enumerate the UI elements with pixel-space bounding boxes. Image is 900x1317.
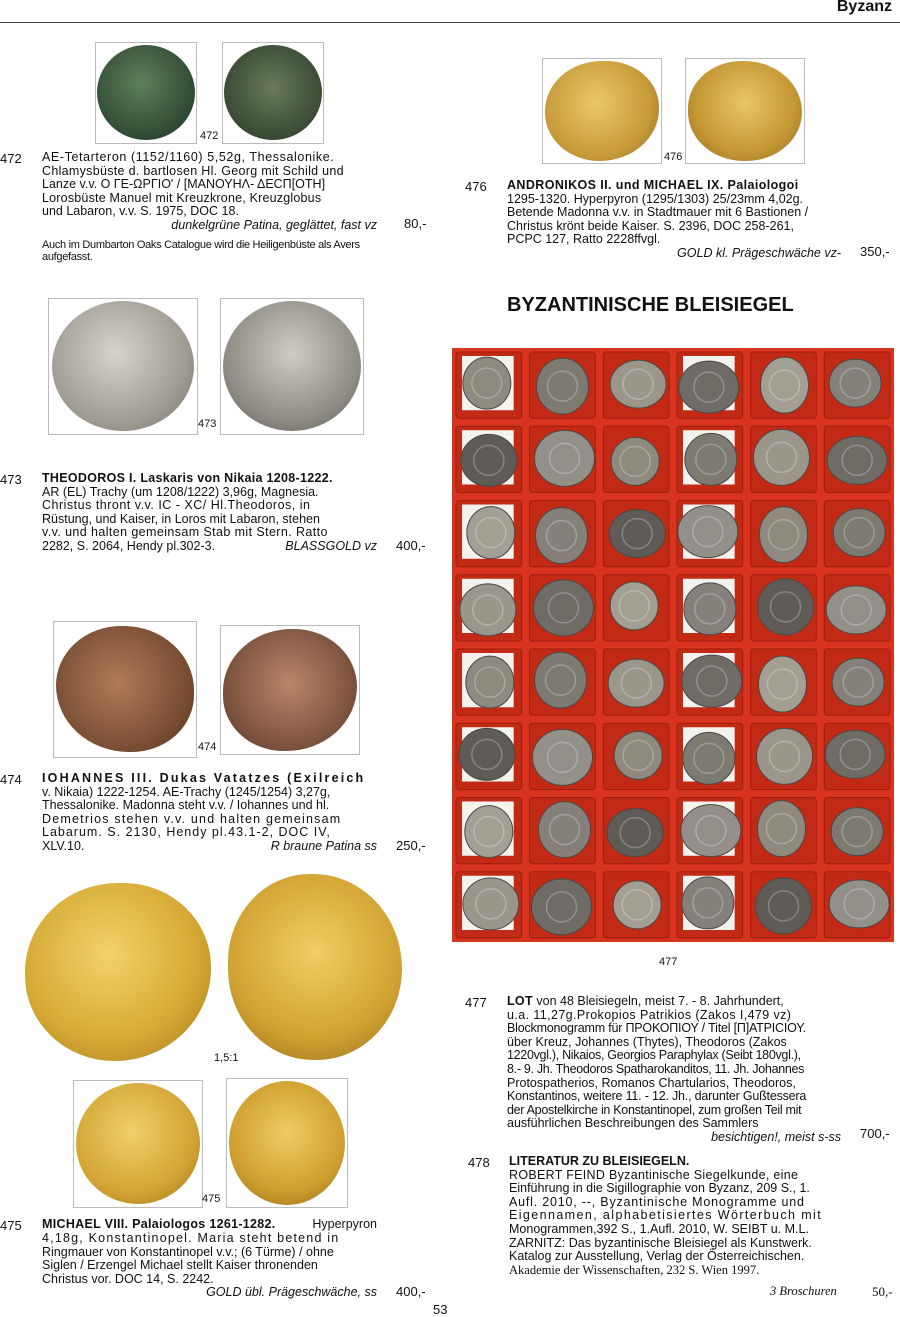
- lead-seal: [607, 809, 663, 857]
- lead-seal: [461, 434, 517, 486]
- lot-477-line: ausführlichen Beschreibungen des Sammlers: [507, 1116, 759, 1131]
- lot-478-line: Katalog zur Ausstellung, Verlag der Österreichischen.: [509, 1249, 805, 1264]
- lot-478-line: Eigennamen, alphabetisiertes Wörterbuch mit: [509, 1208, 823, 1223]
- lead-seal: [681, 805, 741, 857]
- lot-478-line: Monogrammen,392 S., 1.Aufl. 2010, W. SEIBT u. M.L.: [509, 1221, 809, 1236]
- lead-seal: [754, 429, 810, 485]
- lot-475-line: 4,18g, Konstantinopel. Maria steht betend in: [42, 1231, 340, 1245]
- coin-472-obverse-frame: [95, 42, 197, 144]
- lead-seal: [756, 878, 812, 934]
- lot-478-line: ROBERT FEIND Byzantinische Siegelkunde, eine: [509, 1167, 799, 1182]
- lot-478-line: ZARNITZ: Das byzantinische Bleisiegel als Kunstwerk.: [509, 1235, 812, 1250]
- lot-478-price: 50,-: [872, 1284, 893, 1299]
- lot-473-line: v.v. und halten gemeinsam Stab mit Stern. Ratto: [42, 525, 328, 540]
- lot-477-title: LOT: [507, 994, 533, 1008]
- coin-475-large-obverse: [25, 883, 211, 1061]
- lead-seal: [833, 509, 885, 557]
- lead-seal: [684, 583, 736, 635]
- lot-478-title: LITERATUR ZU BLEISIEGELN.: [509, 1154, 690, 1168]
- lot-474-number: 474: [0, 772, 22, 787]
- lead-seal: [533, 729, 593, 785]
- coin-476-obverse: [545, 61, 659, 161]
- section-title: BYZANTINISCHE BLEISIEGEL: [507, 294, 794, 316]
- lot-478-condition: 3 Broschuren: [770, 1284, 837, 1298]
- lead-seal: [831, 808, 883, 856]
- lot-474-title: IOHANNES III. Dukas Vatatzes (Exilreich: [42, 771, 366, 785]
- lead-seal: [536, 508, 588, 564]
- lead-seal: [534, 580, 594, 636]
- lot-473-line: AR (EL) Trachy (um 1208/1222) 3,96g, Magnesia.: [42, 484, 319, 499]
- lead-seal: [465, 806, 513, 858]
- lot-476-condition: GOLD kl. Prägeschwäche vz-: [677, 245, 841, 260]
- lot-473-line: 2282, S. 2064, Hendy pl.302-3.: [42, 538, 216, 553]
- lot-477-line: 8.- 9. Jh. Theodoros Spatharokanditos, 11. Jh. Johannes: [507, 1061, 805, 1076]
- lot-474-price: 250,-: [396, 838, 426, 853]
- lot-473-line: Christus thront v.v. IC - XC/ Hl.Theodoros, in: [42, 498, 311, 513]
- page-number: 53: [433, 1302, 448, 1317]
- lot-473-condition: BLASSGOLD vz: [285, 538, 377, 553]
- lot-472-caption: 472: [200, 130, 219, 142]
- lot-476-description: [507, 179, 841, 261]
- coin-472-reverse: [224, 45, 322, 140]
- lot-475-title: MICHAEL VIII. Palaiologos 1261-1282.: [42, 1217, 276, 1231]
- lot-476-line: Betende Madonna v.v. in Stadtmauer mit 6 Bastionen /: [507, 205, 809, 220]
- lot-477-line: Protospatherios, Romanos Chartularios, Theodoros,: [507, 1075, 796, 1090]
- coin-473-reverse: [223, 301, 361, 431]
- lead-seal: [611, 437, 659, 485]
- lead-seal: [832, 658, 884, 706]
- coin-474-obverse: [56, 626, 194, 752]
- lot-477-description: [507, 995, 841, 1145]
- lot-474-line: XLV.10.: [42, 838, 85, 853]
- coin-475-small-reverse: [229, 1081, 345, 1205]
- lot-477-price: 700,-: [860, 1126, 890, 1141]
- lead-seal: [463, 357, 511, 409]
- coin-476-reverse-frame: [685, 58, 805, 164]
- lot-473-number: 473: [0, 472, 22, 487]
- lead-seal: [613, 881, 661, 929]
- lot-475-description: [42, 1218, 377, 1300]
- coin-474-reverse: [223, 629, 357, 751]
- lot-478-line: Akademie der Wissenschaften, 232 S. Wien 1997.: [509, 1262, 760, 1277]
- lot-475-line: Ringmauer von Konstantinopel v.v.; (6 Türme) / ohne: [42, 1244, 334, 1259]
- lead-seal: [467, 507, 515, 559]
- lead-seal: [460, 584, 516, 636]
- lot-472-number: 472: [0, 151, 22, 166]
- lot-478-number: 478: [468, 1155, 490, 1170]
- lot-477-line: u.a. 11,27g.Prokopios Patrikios (Zakos I,479 vz): [507, 1007, 792, 1022]
- header-rule: [0, 22, 900, 23]
- lead-seal: [683, 732, 735, 784]
- lead-seal: [682, 877, 734, 929]
- lot-476-line: PCPC 127, Ratto 2228ffvgl.: [507, 232, 661, 247]
- lead-seal: [463, 878, 519, 930]
- lot-477-line: der Apostelkirche in Konstantinopel, zum großen Teil mit: [507, 1102, 802, 1117]
- lot-472-description: [42, 151, 377, 233]
- coin-472-reverse-frame: [222, 42, 324, 144]
- lot-472-note: Auch im Dumbarton Oaks Catalogue wird die Heiligenbüste als Avers aufgefasst.: [42, 239, 360, 263]
- lead-seal: [829, 880, 889, 928]
- lot-472-price: 80,-: [404, 216, 427, 231]
- lead-seal: [678, 506, 738, 558]
- coin-475-small-obverse: [76, 1083, 200, 1204]
- lot-474-caption: 474: [198, 741, 217, 753]
- lead-seal: [610, 360, 666, 408]
- lot-477-title-tail: von 48 Bleisiegeln, meist 7. - 8. Jahrhundert,: [536, 994, 784, 1008]
- lead-seal: [761, 357, 809, 413]
- coin-475-small-obverse-frame: [73, 1080, 203, 1208]
- coin-475-large-reverse-frame: [224, 872, 404, 1064]
- coin-476-obverse-frame: [542, 58, 662, 164]
- lot-472-line: AE-Tetarteron (1152/1160) 5,52g, Thessalonike.: [42, 150, 335, 164]
- lot-476-price: 350,-: [860, 244, 890, 259]
- coin-474-reverse-frame: [220, 625, 360, 755]
- lot-474-line: Demetrios stehen v.v. und halten gemeinsam: [42, 811, 342, 826]
- lot-475-line: Christus vor. DOC 14, S. 2242.: [42, 1271, 214, 1286]
- lot-473-caption: 473: [198, 418, 217, 430]
- lead-seal: [614, 731, 662, 779]
- lead-seal: [608, 659, 664, 707]
- lot-472-condition: dunkelgrüne Patina, geglättet, fast vz: [171, 217, 377, 232]
- lot-474-condition: R braune Patina ss: [270, 838, 377, 853]
- lead-seal: [535, 652, 587, 708]
- lot-475-caption: 475: [202, 1193, 221, 1205]
- lead-seal: [539, 802, 591, 858]
- seal-grid: [452, 348, 894, 942]
- lot-476-title: ANDRONIKOS II. und MICHAEL IX. Palaiologoi: [507, 178, 799, 192]
- lead-seal: [532, 879, 592, 935]
- lot-473-line: Rüstung, und Kaiser, in Loros mit Labaron, stehen: [42, 511, 320, 526]
- lot-475-title-tail: Hyperpyron: [312, 1217, 377, 1231]
- lead-seal: [609, 510, 665, 558]
- lot-473-price: 400,-: [396, 538, 426, 553]
- coin-475-small-reverse-frame: [226, 1078, 348, 1208]
- lead-seal: [757, 728, 813, 784]
- section-header: Byzanz: [836, 0, 892, 15]
- lead-seal: [682, 655, 742, 707]
- lot-474-line: Thessalonike. Madonna steht v.v. / Iohannes und hl.: [42, 798, 330, 813]
- lot-475-price: 400,-: [396, 1284, 426, 1299]
- lot-476-line: 1295-1320. Hyperpyron (1295/1303) 25/23mm 4,02g.: [507, 191, 804, 206]
- coin-473-obverse-frame: [48, 298, 198, 435]
- lot-474-line: v. Nikaia) 1222-1254. AE-Trachy (1245/1254) 3,27g,: [42, 784, 331, 799]
- lot-478-line: Einführung in die Sigillographie von Byzanz, 209 S., 1.: [509, 1181, 810, 1196]
- coin-474-obverse-frame: [53, 621, 197, 758]
- lead-seal: [459, 728, 515, 780]
- lead-seal: [829, 359, 881, 407]
- lead-seal: [535, 430, 595, 486]
- lot-472-line: Chlamysbüste d. bartlosen Hl. Georg mit Schild und: [42, 163, 344, 178]
- lot-476-number: 476: [465, 179, 487, 194]
- lead-seal: [825, 730, 885, 778]
- lot-477-caption: 477: [659, 956, 678, 968]
- coin-475-large-obverse-frame: [22, 877, 212, 1067]
- lead-seal: [758, 579, 814, 635]
- lot-477-line: 1220vgl.), Nikaios, Georgios Paraphylax (Seibt 180vgl.),: [507, 1048, 801, 1063]
- lead-seal: [759, 656, 807, 712]
- lot-473-description: [42, 472, 377, 554]
- lead-seal: [827, 436, 887, 484]
- lead-seal: [826, 586, 886, 634]
- lead-seal-tray: [452, 348, 894, 942]
- lot-477-line: Konstantinos, weitere 11. - 12. Jh., darunter Gußtessera: [507, 1089, 807, 1104]
- lot-477-condition: besichtigen!, meist s-ss: [711, 1129, 841, 1144]
- lot-474-line: Labarum. S. 2130, Hendy pl.43.1-2, DOC IV,: [42, 825, 331, 840]
- coin-476-reverse: [688, 61, 802, 161]
- coin-473-reverse-frame: [220, 298, 364, 435]
- lot-476-caption: 476: [664, 151, 683, 163]
- lot-478-description: [509, 1155, 843, 1277]
- lot-475-condition: GOLD übl. Prägeschwäche, ss: [206, 1285, 377, 1300]
- lead-seal: [610, 582, 658, 630]
- lot-476-line: Christus krönt beide Kaiser. S. 2396, DOC 258-261,: [507, 218, 794, 233]
- coin-473-obverse: [52, 301, 194, 431]
- lot-474-description: [42, 772, 377, 854]
- lot-475-scale: 1,5:1: [214, 1052, 239, 1064]
- lot-475-line: Siglen / Erzengel Michael stellt Kaiser thronenden: [42, 1258, 318, 1273]
- lot-472-line: und Labaron, v.v. S. 1975, DOC 18.: [42, 204, 239, 219]
- lead-seal: [760, 507, 808, 563]
- coin-475-large-reverse: [228, 874, 402, 1060]
- lead-seal: [685, 433, 737, 485]
- lot-477-line: Blockmonogramm für ΠΡΟΚΟΠΙΟΥ / Titel [Π]ΑΤΡΙCΙΟΥ.: [507, 1021, 807, 1036]
- lot-475-number: 475: [0, 1218, 22, 1233]
- coin-472-obverse: [97, 45, 195, 140]
- lot-472-line: Lorosbüste Manuel mit Kreuzkrone, Kreuzglobus: [42, 190, 322, 205]
- lot-472-line: Lanze v.v. Ο ΓΕ-ΩΡΓΙΟ' / [ΜΑΝΟΥΗΛ- ΔΕCΠ[ΟΤΗ]: [42, 177, 326, 192]
- lead-seal: [466, 656, 514, 708]
- lot-477-number: 477: [465, 995, 487, 1010]
- lot-478-line: Aufl. 2010, --, Byzantinische Monogramme und: [509, 1194, 805, 1209]
- lot-473-title: THEODOROS I. Laskaris von Nikaia 1208-1222.: [42, 471, 333, 485]
- lead-seal: [758, 801, 806, 857]
- lot-477-line: über Kreuz, Johannes (Thytes), Theodoros (Zakos: [507, 1034, 787, 1049]
- lead-seal: [537, 358, 589, 414]
- lead-seal: [679, 361, 739, 413]
